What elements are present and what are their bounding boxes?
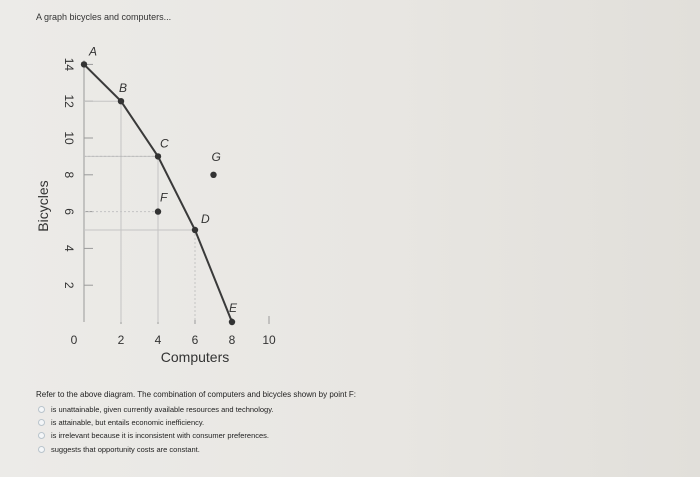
x-tick-label: 6 bbox=[191, 333, 199, 347]
answer-label: suggests that opportunity costs are constant. bbox=[51, 444, 200, 454]
x-tick-label: 4 bbox=[154, 333, 162, 347]
answer-option-4[interactable] bbox=[38, 443, 274, 456]
point-label-f: F bbox=[160, 190, 168, 205]
point-label-g: G bbox=[211, 149, 221, 164]
radio-button[interactable] bbox=[38, 419, 45, 426]
y-tick-label: 14 bbox=[61, 57, 76, 72]
y-tick-label: 8 bbox=[61, 171, 76, 179]
radio-button[interactable] bbox=[38, 406, 45, 413]
y-tick-label: 6 bbox=[61, 208, 76, 215]
answer-option-1[interactable] bbox=[38, 403, 274, 416]
point-g bbox=[210, 172, 216, 178]
point-label-a: A bbox=[89, 44, 98, 59]
x-tick-label: 10 bbox=[262, 333, 276, 347]
y-tick-label: 10 bbox=[61, 131, 76, 145]
question-title: A graph bicycles and computers... bbox=[36, 12, 172, 22]
question-text: Refer to the above diagram. The combination of computers and bicycles shown by point F: bbox=[36, 390, 357, 399]
point-c bbox=[155, 153, 161, 159]
y-tick-label: 12 bbox=[61, 94, 76, 108]
y-axis-label: Bicycles bbox=[35, 180, 51, 232]
answer-label: is unattainable, given currently available resources and technology. bbox=[51, 405, 274, 415]
x-tick-label: 0 bbox=[70, 333, 78, 347]
x-axis-label: Computers bbox=[160, 349, 230, 365]
answer-label: is irrelevant because it is inconsistent with consumer preferences. bbox=[51, 431, 270, 441]
chart-labels bbox=[88, 44, 238, 315]
answer-option-3[interactable] bbox=[38, 429, 274, 442]
x-tick-label: 2 bbox=[117, 333, 125, 347]
chart-guides bbox=[84, 101, 195, 322]
point-a bbox=[81, 61, 87, 67]
answer-label: is attainable, but entails economic inefficiency. bbox=[51, 418, 205, 428]
point-f bbox=[155, 208, 161, 214]
point-d bbox=[192, 227, 198, 233]
answer-option-2[interactable] bbox=[38, 416, 274, 429]
x-tick-label: 8 bbox=[228, 333, 236, 347]
point-e bbox=[229, 319, 235, 325]
point-b bbox=[118, 98, 124, 104]
point-label-c: C bbox=[160, 136, 169, 151]
point-label-b: B bbox=[119, 81, 128, 96]
radio-button[interactable] bbox=[38, 432, 45, 439]
answer-options bbox=[38, 403, 274, 456]
point-label-d: D bbox=[201, 212, 210, 226]
radio-button[interactable] bbox=[38, 446, 45, 453]
y-tick-label: 2 bbox=[61, 281, 76, 289]
point-label-e: E bbox=[229, 301, 238, 315]
y-tick-label: 4 bbox=[61, 245, 76, 252]
